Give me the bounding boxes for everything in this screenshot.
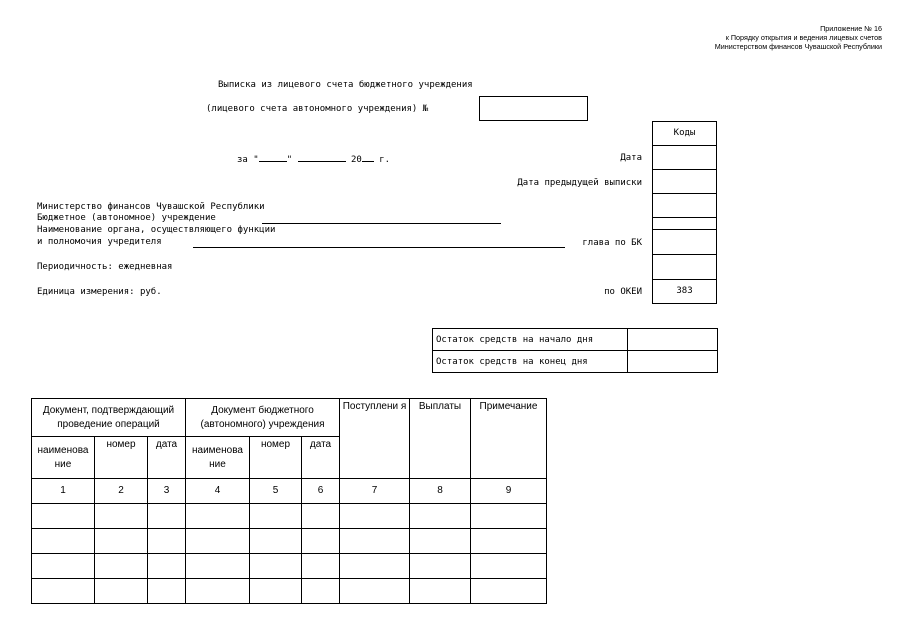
table-cell[interactable]	[95, 579, 148, 604]
header-date-1: дата	[148, 437, 186, 479]
header-institution-document: Документ бюджетного (автономного) учреждения	[186, 399, 340, 437]
organ-blank[interactable]	[193, 247, 565, 248]
header-date-2: дата	[302, 437, 340, 479]
col-number-1: 1	[32, 479, 95, 504]
col-number-9: 9	[471, 479, 547, 504]
code-glava-bk[interactable]	[652, 229, 717, 255]
table-cell[interactable]	[148, 554, 186, 579]
table-cell[interactable]	[148, 504, 186, 529]
unit-of-measure: Единица измерения: руб.	[37, 287, 162, 297]
organ-label-line-1: Наименование органа, осуществляющего функции	[37, 225, 276, 235]
header-receipts: Поступлени я	[340, 399, 410, 479]
table-cell[interactable]	[410, 529, 471, 554]
table-cell[interactable]	[302, 504, 340, 529]
table-cell[interactable]	[302, 579, 340, 604]
table-cell[interactable]	[186, 554, 250, 579]
table-cell[interactable]	[410, 579, 471, 604]
table-cell[interactable]	[302, 554, 340, 579]
appendix-note	[715, 24, 882, 51]
table-cell[interactable]	[148, 529, 186, 554]
balance-table	[432, 328, 718, 373]
operations-table	[31, 398, 547, 604]
year-suffix: г.	[379, 155, 391, 165]
table-cell[interactable]	[250, 554, 302, 579]
header-supporting-document: Документ, подтверждающий проведение операций	[32, 399, 186, 437]
table-cell[interactable]	[471, 529, 547, 554]
year-blank[interactable]	[362, 153, 374, 162]
balance-row-end	[433, 351, 718, 373]
col-number-4: 4	[186, 479, 250, 504]
table-cell[interactable]	[32, 504, 95, 529]
table-row	[32, 554, 547, 579]
col-number-2: 2	[95, 479, 148, 504]
table-cell[interactable]	[340, 579, 410, 604]
table-header-row-1	[32, 399, 547, 437]
institution-blank[interactable]	[262, 223, 501, 224]
codes-header: Коды	[652, 121, 717, 146]
table-cell[interactable]	[471, 554, 547, 579]
balance-start-value[interactable]	[628, 329, 718, 351]
table-cell[interactable]	[471, 504, 547, 529]
balance-end-label: Остаток средств на конец дня	[433, 351, 628, 373]
label-okei: по ОКЕИ	[604, 287, 642, 297]
table-cell[interactable]	[32, 554, 95, 579]
table-cell[interactable]	[95, 504, 148, 529]
col-number-8: 8	[410, 479, 471, 504]
header-number-2: номер	[250, 437, 302, 479]
header-number-1: номер	[95, 437, 148, 479]
statement-subtitle: (лицевого счета автономного учреждения) №	[206, 104, 429, 114]
table-cell[interactable]	[32, 579, 95, 604]
institution-label: Бюджетное (автономное) учреждение	[37, 213, 216, 223]
table-cell[interactable]	[186, 504, 250, 529]
table-cell[interactable]	[340, 529, 410, 554]
year-prefix: 20	[350, 155, 362, 165]
table-cell[interactable]	[186, 529, 250, 554]
appendix-line-2: к Порядку открытия и ведения лицевых счетов	[725, 33, 882, 42]
organ-label-line-2: и полномочия учредителя	[37, 237, 162, 247]
table-cell[interactable]	[250, 504, 302, 529]
col-number-7: 7	[340, 479, 410, 504]
header-name-2: наименова ние	[186, 437, 250, 479]
date-prefix: за "	[237, 155, 259, 165]
periodicity: Периодичность: ежедневная	[37, 262, 173, 272]
code-periodicity[interactable]	[652, 254, 717, 280]
table-cell[interactable]	[410, 554, 471, 579]
ministry-name: Министерство финансов Чувашской Республики	[37, 202, 265, 212]
table-cell[interactable]	[148, 579, 186, 604]
date-quote: "	[286, 155, 293, 165]
column-number-row	[32, 479, 547, 504]
table-cell[interactable]	[250, 529, 302, 554]
table-cell[interactable]	[95, 554, 148, 579]
appendix-line-3: Министерством финансов Чувашской Республики	[714, 42, 882, 51]
day-blank[interactable]	[259, 153, 287, 162]
table-cell[interactable]	[471, 579, 547, 604]
table-cell[interactable]	[340, 554, 410, 579]
col-number-5: 5	[250, 479, 302, 504]
table-cell[interactable]	[250, 579, 302, 604]
table-cell[interactable]	[32, 529, 95, 554]
table-cell[interactable]	[410, 504, 471, 529]
balance-row-start	[433, 329, 718, 351]
label-glava-bk: глава по БК	[582, 238, 642, 248]
table-row	[32, 579, 547, 604]
code-ministry[interactable]	[652, 193, 717, 218]
statement-date-line	[237, 153, 390, 165]
code-date[interactable]	[652, 145, 717, 170]
account-number-field[interactable]	[479, 96, 588, 121]
code-prev-date[interactable]	[652, 169, 717, 194]
appendix-line-1: Приложение № 16	[820, 24, 882, 33]
code-okei: 383	[652, 279, 717, 304]
table-row	[32, 529, 547, 554]
balance-start-label: Остаток средств на начало дня	[433, 329, 628, 351]
header-name-1: наименова ние	[32, 437, 95, 479]
col-number-6: 6	[302, 479, 340, 504]
table-cell[interactable]	[186, 579, 250, 604]
col-number-3: 3	[148, 479, 186, 504]
table-row	[32, 504, 547, 529]
header-payments: Выплаты	[410, 399, 471, 479]
table-cell[interactable]	[302, 529, 340, 554]
label-date: Дата	[620, 153, 642, 163]
statement-title: Выписка из лицевого счета бюджетного учреждения	[218, 80, 473, 90]
table-cell[interactable]	[95, 529, 148, 554]
label-prev-date: Дата предыдущей выписки	[517, 178, 642, 188]
balance-end-value[interactable]	[628, 351, 718, 373]
month-blank[interactable]	[298, 153, 346, 162]
table-cell[interactable]	[340, 504, 410, 529]
header-note: Примечание	[471, 399, 547, 479]
